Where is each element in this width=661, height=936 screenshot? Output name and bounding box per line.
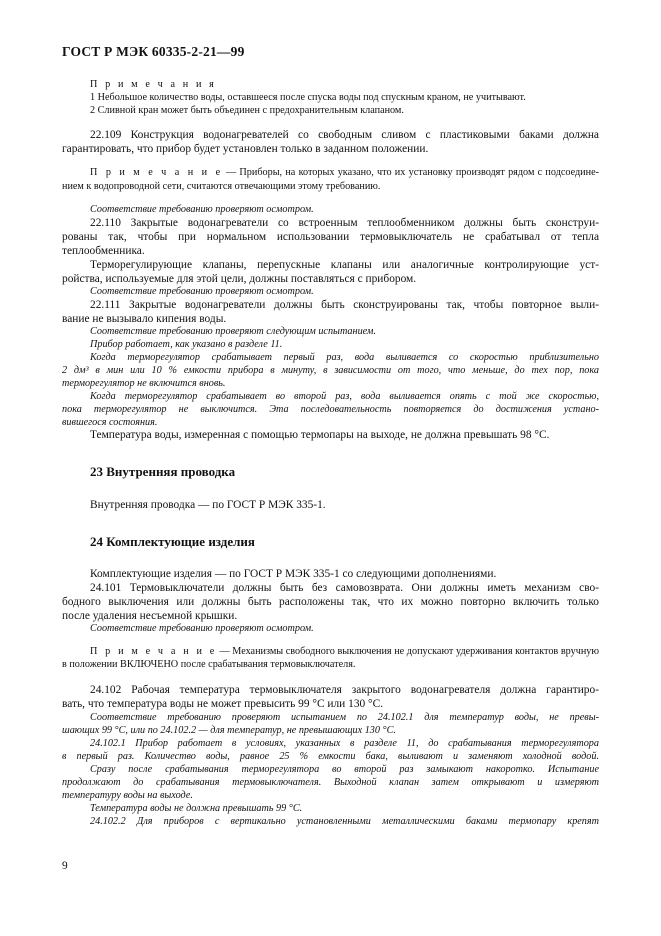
paragraph-line: 22.109 Конструкция водонагревателей со свободным сливом с пластиковыми баками должна (90, 129, 599, 141)
paragraph-line: рованы так, чтобы при нормальном использовании термовыключатель не срабатывал от тепла (62, 231, 599, 243)
test-line: Температура воды не должна превышать 99 °С. (90, 803, 303, 814)
paragraph-line: 24.101 Термовыключатели должны быть без самовозврата. Они должны иметь механизм сво- (90, 582, 599, 594)
paragraph-line: 22.111 Закрытые водонагреватели должны быть сконструированы так, чтобы повторное выли- (90, 299, 599, 311)
test-line: 2 дм³ в мин или 10 % емкости прибора в минуту, в зависимости от того, что меньше, до тех пор, пока (62, 365, 599, 376)
test-line: пока терморегулятор не выключится. Эта последовательность повторяется до достижения устано- (62, 404, 599, 415)
test-line: вившегося состояния. (62, 417, 158, 428)
paragraph-line: 22.110 Закрытые водонагреватели со встроенным теплообменником должны быть сконструи- (90, 217, 599, 229)
inspection-line: Соответствие требованию проверяют осмотром. (90, 286, 314, 297)
note-label: П р и м е ч а н и я (90, 79, 217, 90)
test-line: Когда терморегулятор срабатывает во второй раз, вода выливается опять с той же скоростью, (90, 391, 599, 402)
test-line: 24.102.1 Прибор работает в условиях, указанных в разделе 11, до срабатывания терморегулятора (90, 738, 599, 749)
note-line: в положении ВКЛЮЧЕНО после срабатывания термовыключателя. (62, 659, 356, 670)
paragraph-line: Внутренняя проводка — по ГОСТ Р МЭК 335-1. (90, 499, 326, 511)
page-number: 9 (62, 860, 68, 872)
paragraph-line: после удаления несъемной крышки. (62, 610, 238, 622)
test-line: шающих 99 °С, или по 24.102.2 — для температур, не превышающих 130 °С. (62, 725, 396, 736)
test-line: Прибор работает, как указано в разделе 11. (90, 339, 283, 350)
section-heading: 24 Комплектующие изделия (90, 534, 255, 549)
paragraph-line: Терморегулирующие клапаны, перепускные клапаны или аналогичные контролирующие уст- (90, 259, 599, 271)
paragraph-line: вать, что температура воды не может превысить 99 °С или 130 °С. (62, 698, 384, 710)
note-line (90, 645, 599, 659)
paragraph-line: Комплектующие изделия — по ГОСТ Р МЭК 335-1 со следующими дополнениями. (90, 568, 497, 580)
note-item: 2 Сливной кран может быть объединен с предохранительным клапаном. (90, 105, 404, 116)
section-heading: 23 Внутренняя проводка (90, 464, 236, 479)
paragraph-line: ройства, используемые для этой цели, должны поставляться с прибором. (62, 273, 417, 285)
test-line: 24.102.2 Для приборов с вертикально установленными металлическими баками термопару крепят (90, 816, 599, 827)
inspection-line: Соответствие требованию проверяют следующим испытанием. (90, 326, 376, 337)
paragraph-line: Температура воды, измеренная с помощью термопары на выходе, не должна превышать 98 °С. (90, 429, 550, 441)
paragraph-line: теплообменника. (62, 245, 145, 257)
test-line: в первый раз. Количество воды, равное 25 % емкости бака, выливают и заменяют холодной водой. (62, 751, 599, 762)
document-header: ГОСТ Р МЭК 60335-2-21—99 (62, 44, 245, 59)
note-text: — Приборы, на которых указано, что их установку производят рядом с подсоедине- (222, 167, 600, 178)
paragraph-line: 24.102 Рабочая температура термовыключателя закрытого водонагревателя должна гарантиро- (90, 684, 599, 696)
note-line (90, 166, 599, 180)
note-label: П р и м е ч а н и е (90, 167, 223, 178)
test-line: продолжают до срабатывания термовыключателя. Выходной клапан затем открывают и измеряют (62, 777, 599, 788)
paragraph-line: гарантировать, что прибор будет установлен только в заданном положении. (62, 143, 429, 155)
test-line: Сразу после срабатывания терморегулятора во второй раз замыкают накоротко. Испытание (90, 764, 599, 775)
note-item: 1 Небольшое количество воды, оставшееся после спуска воды под спускным краном, не учитывают. (90, 92, 526, 103)
note-label: П р и м е ч а н и е (90, 646, 217, 657)
test-line: Соответствие требованию проверяют испытанием по 24.102.1 для температур воды, не превы- (90, 712, 599, 723)
inspection-line: Соответствие требованию проверяют осмотром. (90, 204, 314, 215)
paragraph-line: бодного выключения или должны быть расположены так, что их можно повторно включить только (62, 596, 599, 608)
paragraph-line: вание не вызывало кипения воды. (62, 313, 227, 325)
note-text: — Механизмы свободного выключения не допускают удерживания контактов вручную (216, 646, 599, 657)
test-line: температуру воды на выходе. (62, 790, 193, 801)
inspection-line: Соответствие требованию проверяют осмотром. (90, 623, 314, 634)
test-line: Когда терморегулятор срабатывает первый раз, вода выливается со скоростью приблизительно (90, 352, 599, 363)
test-line: терморегулятор не включится вновь. (62, 378, 226, 389)
note-line: нием к водопроводной сети, считаются отвечающими этому требованию. (62, 181, 381, 192)
